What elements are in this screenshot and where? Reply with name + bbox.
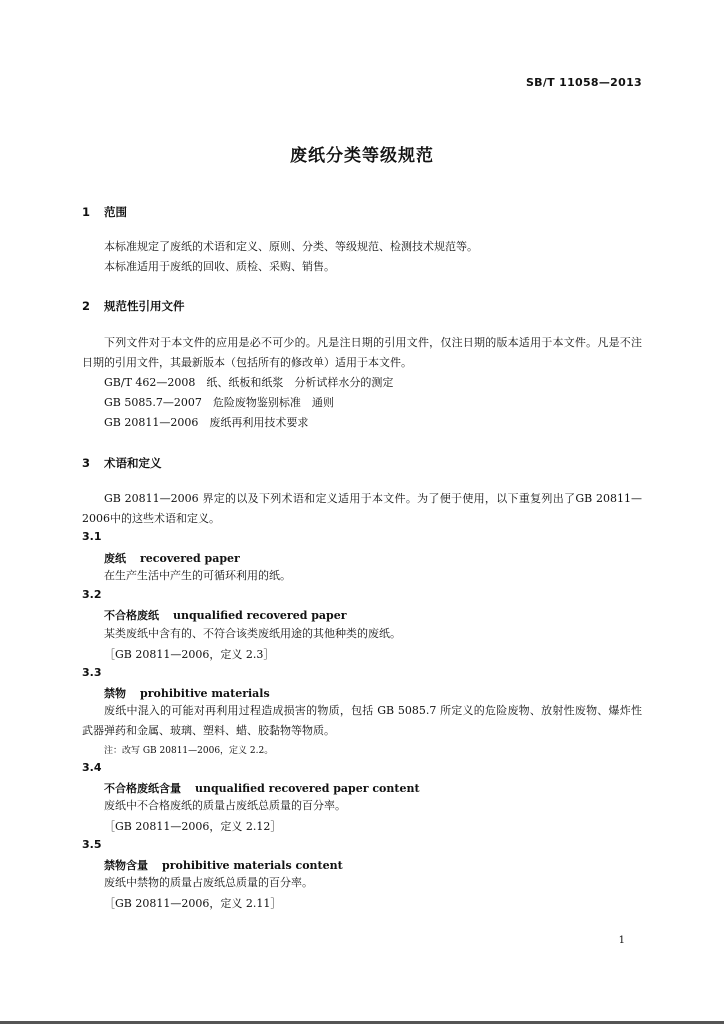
term-chinese: 禁物含量: [104, 859, 148, 872]
normative-reference: GB/T 462—2008 纸、纸板和纸浆 分析试样水分的测定: [104, 376, 394, 389]
term-definition: 在生产生活中产生的可循环利用的纸。: [104, 569, 291, 582]
normative-reference: GB 20811—2006 废纸再利用技术要求: [104, 416, 309, 429]
term-note: 注：改写 GB 20811—2006，定义 2.2。: [104, 746, 274, 756]
section-1-paragraph-2: 本标准适用于废纸的回收、质检、采购、销售。: [104, 260, 335, 273]
term-chinese: 废纸: [104, 552, 126, 565]
section-1-paragraph-1: 本标准规定了废纸的术语和定义、原则、分类、等级规范、检测技术规范等。: [104, 240, 478, 253]
section-title: 术语和定义: [104, 456, 162, 470]
standard-code: SB/T 11058—2013: [525, 76, 642, 89]
section-3-intro: GB 20811—2006 界定的以及下列术语和定义适用于本文件。为了便于使用，以下重复列出了GB 20811—2006中的这些术语和定义。: [82, 492, 642, 525]
section-3-heading: [82, 455, 162, 471]
term-heading: [104, 685, 270, 701]
term-english: unqualified recovered paper content: [195, 782, 420, 795]
section-1-heading: [82, 204, 127, 220]
term-chinese: 禁物: [104, 687, 126, 700]
section-2-heading: [82, 298, 185, 314]
term-source: ［GB 20811—2006，定义 2.11］: [104, 897, 282, 910]
term-english: unqualified recovered paper: [173, 609, 347, 622]
section-2-intro: 下列文件对于本文件的应用是必不可少的。凡是注日期的引用文件，仅注日期的版本适用于本文件。凡是不注日期的引用文件，其最新版本（包括所有的修改单）适用于本文件。: [82, 336, 642, 369]
section-number: 1: [82, 205, 91, 219]
document-title: 废纸分类等级规范: [290, 146, 434, 166]
term-number: 3.2: [82, 588, 102, 601]
term-chinese: 不合格废纸含量: [104, 782, 181, 795]
section-number: 2: [82, 299, 91, 313]
term-english: prohibitive materials content: [162, 859, 343, 872]
term-english: recovered paper: [140, 552, 240, 565]
section-title: 范围: [104, 205, 127, 219]
term-heading: [104, 550, 240, 566]
term-chinese: 不合格废纸: [104, 609, 159, 622]
term-number: 3.4: [82, 761, 102, 774]
term-source: ［GB 20811—2006，定义 2.3］: [104, 648, 275, 661]
term-number: 3.5: [82, 838, 102, 851]
term-heading: [104, 857, 343, 873]
term-number: 3.3: [82, 666, 102, 679]
term-definition: 废纸中不合格废纸的质量占废纸总质量的百分率。: [104, 799, 346, 812]
term-definition: 废纸中混入的可能对再利用过程造成损害的物质，包括 GB 5085.7 所定义的危险废物、放射性废物、爆炸性武器弹药和金属、玻璃、塑料、蜡、胶黏物等物质。: [82, 704, 642, 737]
term-definition: 某类废纸中含有的、不符合该类废纸用途的其他种类的废纸。: [104, 627, 401, 640]
term-english: prohibitive materials: [140, 687, 270, 700]
section-number: 3: [82, 456, 91, 470]
term-heading: [104, 780, 420, 796]
term-source: ［GB 20811—2006，定义 2.12］: [104, 820, 282, 833]
term-heading: [104, 607, 347, 623]
section-title: 规范性引用文件: [104, 299, 185, 313]
page-number: 1: [618, 935, 625, 946]
term-number: 3.1: [82, 530, 102, 543]
normative-reference: GB 5085.7—2007 危险废物鉴别标准 通则: [104, 396, 334, 409]
term-definition: 废纸中禁物的质量占废纸总质量的百分率。: [104, 876, 313, 889]
